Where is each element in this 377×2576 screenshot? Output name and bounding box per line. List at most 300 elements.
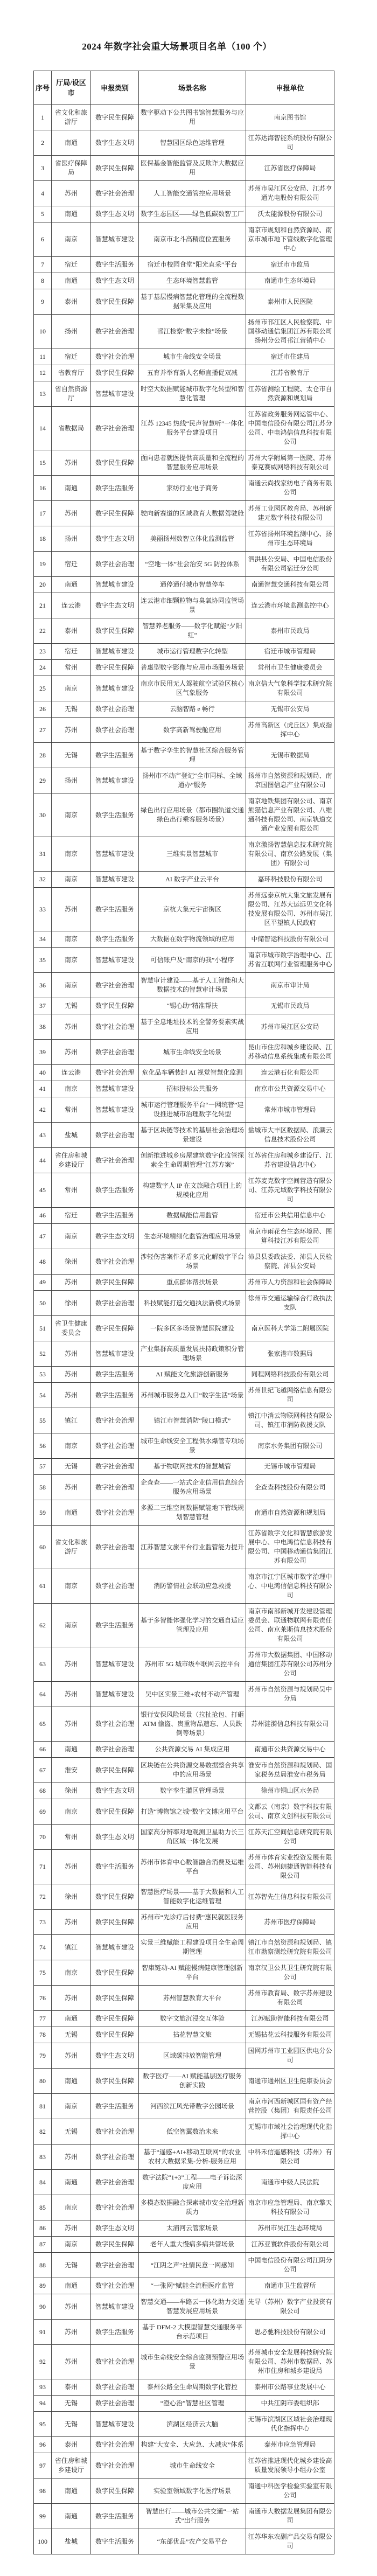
table-row <box>34 701 334 718</box>
table-row <box>34 552 334 577</box>
cell-unit: 江苏赋助智能科技有限公司 <box>246 2011 334 2027</box>
cell-category: 智慧城市建设 <box>91 2412 139 2437</box>
cell-name: 基于物联网技术的智慧城管 <box>139 1459 246 1475</box>
cell-no: 72 <box>34 1884 52 1910</box>
cell-category: 数字社会治理 <box>91 1500 139 1526</box>
cell-name: 连云港市细颗粒物与臭氧协同监管场景 <box>139 593 246 618</box>
cell-region: 南通 <box>52 577 91 593</box>
cell-no: 81 <box>34 2094 52 2119</box>
cell-category: 数字生态文明 <box>91 1783 139 1799</box>
cell-name: 数字法院“1+3”工程——电子诉讼深度应用 <box>139 2170 246 2195</box>
cell-category: 数字民生保障 <box>91 1758 139 1783</box>
cell-unit: 企查查科技股份有限公司 <box>246 1475 334 1500</box>
cell-no: 69 <box>34 1799 52 1825</box>
cell-category: 数字社会治理 <box>91 2278 139 2294</box>
cell-region: 省教育厅 <box>52 365 91 381</box>
table-row <box>34 289 334 315</box>
table-row <box>34 349 334 365</box>
cell-category: 数字社会治理 <box>91 1065 139 1081</box>
cell-no: 51 <box>34 1316 52 1341</box>
cell-unit: 南京市应急管理局、南京擎天科技有限公司 <box>246 2195 334 2220</box>
cell-region: 无锡 <box>52 998 91 1014</box>
cell-region: 南通 <box>52 1500 91 1526</box>
cell-unit: 沛县县委政法委、沛县人民检察院、沛县公安局 <box>246 1249 334 1275</box>
cell-name: 公共资源交易 AI 集成应用 <box>139 1742 246 1758</box>
cell-unit: 泰州市应急管理局 <box>246 2437 334 2453</box>
cell-unit: 思必驰科技股份有限公司 <box>246 2320 334 2345</box>
cell-category: 智慧城市建设 <box>91 1081 139 1097</box>
cell-no: 93 <box>34 2379 52 2396</box>
cell-name: 打造“博物馆之城”数字文博应用平台 <box>139 1799 246 1825</box>
cell-region: 苏州 <box>52 2220 91 2237</box>
cell-unit: 宿迁市住建局 <box>246 349 334 365</box>
cell-unit: 苏州市吴江生态环境局 <box>246 2220 334 2237</box>
table-row <box>34 676 334 701</box>
cell-unit: 镇江中消云物联网科技有限公司、镇江市消防救援支队 <box>246 1408 334 1433</box>
cell-category: 数字社会治理 <box>91 552 139 577</box>
cell-name: 宿迁市校园食堂“阳光直采”平台 <box>139 257 246 273</box>
cell-no: 41 <box>34 1081 52 1097</box>
cell-unit: 苏州世纪飞越网络信息有限公司 <box>246 1383 334 1408</box>
cell-unit: 张家港市数据局 <box>246 1341 334 1367</box>
table-row <box>34 1224 334 1249</box>
cell-no: 29 <box>34 768 52 793</box>
cell-name: 滨湖区经济云大脑 <box>139 2412 246 2437</box>
cell-region: 徐州 <box>52 1249 91 1275</box>
cell-no: 24 <box>34 660 52 676</box>
table-row <box>34 1850 334 1884</box>
cell-unit: 无锡拈花云科技服务有限公司 <box>246 2027 334 2043</box>
cell-category: 数字民生保障 <box>91 289 139 315</box>
cell-unit: 苏州远泰京杭大集文旅发展有限公司、江苏大运远见文化科技发展有限公司、苏州市吴江区平望镇人民政府 <box>246 888 334 931</box>
table-row <box>34 837 334 872</box>
table-row <box>34 1249 334 1275</box>
cell-no: 67 <box>34 1758 52 1783</box>
table-row <box>34 222 334 257</box>
table-row <box>34 577 334 593</box>
cell-category: 智慧城市建设 <box>91 2294 139 2320</box>
cell-region: 苏州 <box>52 718 91 743</box>
cell-unit: 泰州市民政局 <box>246 618 334 644</box>
cell-category: 数字社会治理 <box>91 718 139 743</box>
cell-name: 河西滨江风光带数字公园场景 <box>139 2094 246 2119</box>
cell-unit: 中储智运科技股份有限公司 <box>246 931 334 948</box>
cell-region: 宿迁 <box>52 349 91 365</box>
cell-no: 28 <box>34 743 52 768</box>
cell-region: 苏州 <box>52 1040 91 1065</box>
cell-name: “空地一体”社会治安 5G 防控体系 <box>139 552 246 577</box>
cell-region: 南通 <box>52 130 91 156</box>
cell-name: 南京市北斗高精度位置服务 <box>139 222 246 257</box>
cell-no: 8 <box>34 273 52 289</box>
table-row <box>34 1097 334 1123</box>
cell-region: 徐州 <box>52 1783 91 1799</box>
cell-category: 数字民生保障 <box>91 450 139 476</box>
cell-unit: 常州市城市管理局 <box>246 1097 334 1123</box>
cell-name: 区域碳排放智能管理 <box>139 2043 246 2069</box>
cell-category: 数字生活服务 <box>91 1208 139 1224</box>
cell-region: 苏州 <box>52 1475 91 1500</box>
cell-unit: 江苏省数字文化和智慧旅游发展中心、中电鸿信信息科技有限公司、中国移动通信集团江苏有限公司 <box>246 1526 334 1569</box>
cell-region: 无锡 <box>52 701 91 718</box>
cell-category: 数字社会治理 <box>91 973 139 998</box>
cell-name: 数字医疗——AI 赋能基层医疗服务创新实践 <box>139 2069 246 2094</box>
cell-region: 苏州 <box>52 450 91 476</box>
cell-region: 苏州 <box>52 181 91 206</box>
table-row <box>34 1081 334 1097</box>
cell-no: 17 <box>34 501 52 526</box>
cell-name: 面向患者就医提供高质量和全流程的智慧服务应用场景 <box>139 450 246 476</box>
cell-no: 11 <box>34 349 52 365</box>
cell-name: 涉轻伤害案件矛盾多元化解数字平台场景 <box>139 1249 246 1275</box>
cell-unit: 苏州市教育局、数字苏州建设有限公司 <box>246 1986 334 2011</box>
cell-no: 22 <box>34 618 52 644</box>
cell-unit: 无锡市市域社会治理现代化指挥中心 <box>246 2119 334 2145</box>
cell-no: 23 <box>34 644 52 660</box>
cell-unit: 泰州市人民医院 <box>246 289 334 315</box>
cell-name: 医保基金智能监管及反欺诈大数据应用 <box>139 156 246 181</box>
cell-category: 数字生态文明 <box>91 130 139 156</box>
table-row <box>34 593 334 618</box>
cell-no: 26 <box>34 701 52 718</box>
cell-region: 省住房和城乡建设厅 <box>52 2453 91 2478</box>
cell-unit: 南通市中级人民法院 <box>246 2170 334 2195</box>
cell-category: 数字民生保障 <box>91 1910 139 1935</box>
cell-category: 数字生活服务 <box>91 743 139 768</box>
cell-name: 智慧养老服务——数字化赋能“夕阳红” <box>139 618 246 644</box>
cell-name: 招标投标公共服务 <box>139 1081 246 1097</box>
cell-no: 5 <box>34 206 52 222</box>
cell-name: 通停通付城市智慧停车 <box>139 577 246 593</box>
table-row <box>34 526 334 552</box>
cell-category: 数字社会治理 <box>91 1014 139 1040</box>
table-row <box>34 1408 334 1433</box>
cell-name: “澄心治”智慧社区管理 <box>139 2396 246 2412</box>
cell-no: 7 <box>34 257 52 273</box>
cell-region: 南京 <box>52 1569 91 1604</box>
cell-category: 数字社会治理 <box>91 1569 139 1604</box>
cell-name: 多源二三维空间数据赋能地下管线规划智慧管理 <box>139 1500 246 1526</box>
cell-no: 44 <box>34 1148 52 1173</box>
table-row <box>34 2195 334 2220</box>
cell-unit: 南京市公共资源交易中心 <box>246 1081 334 1097</box>
cell-unit: 国网苏州市工业园区供电分公司 <box>246 2043 334 2069</box>
table-row <box>34 365 334 381</box>
table-row <box>34 718 334 743</box>
cell-region: 南京 <box>52 931 91 948</box>
table-row <box>34 1316 334 1341</box>
cell-name: 三维实景智慧城市 <box>139 837 246 872</box>
table-row <box>34 2278 334 2294</box>
cell-category: 数字民生保障 <box>91 2478 139 2504</box>
cell-category: 智慧城市建设 <box>91 1341 139 1367</box>
cell-region: 宿迁 <box>52 257 91 273</box>
table-row <box>34 2027 334 2043</box>
cell-category: 数字民生保障 <box>91 2027 139 2043</box>
cell-name: 基于全息地址技术的全警务要素实战应用 <box>139 1014 246 1040</box>
cell-region: 南京 <box>52 1799 91 1825</box>
table-row <box>34 2294 334 2320</box>
cell-category: 智慧城市建设 <box>91 837 139 872</box>
cell-name: 邗江检察“数字未检”场景 <box>139 315 246 349</box>
cell-region: 无锡 <box>52 2027 91 2043</box>
cell-region: 泰州 <box>52 618 91 644</box>
cell-category: 数字社会治理 <box>91 1249 139 1275</box>
table-row <box>34 948 334 973</box>
cell-no: 90 <box>34 2294 52 2320</box>
cell-category: 数字生活服务 <box>91 257 139 273</box>
cell-region: 南京 <box>52 2094 91 2119</box>
table-row <box>34 888 334 931</box>
cell-unit: 沃太能源股份有限公司 <box>246 206 334 222</box>
cell-name: 区块链在公共资源交易数据整合共享中的应用场景 <box>139 1758 246 1783</box>
cell-unit: 南京市江宁区城市数字治理中心、中电鸿信信息科技有限公司 <box>246 1569 334 1604</box>
cell-unit: 南京市审计局 <box>246 973 334 998</box>
cell-region: 南京 <box>52 1081 91 1097</box>
cell-region: 南通 <box>52 2069 91 2094</box>
table-row <box>34 1707 334 1742</box>
cell-category: 数字生活服务 <box>91 2504 139 2529</box>
cell-unit: 南京市城市数字治理中心、江苏省互联网行业管理服务中心 <box>246 948 334 973</box>
table-row <box>34 1475 334 1500</box>
cell-name: 数字高新驾驶舱应用 <box>139 718 246 743</box>
cell-category: 智慧城市建设 <box>91 1682 139 1707</box>
cell-region: 扬州 <box>52 526 91 552</box>
cell-no: 10 <box>34 315 52 349</box>
cell-name: 绿色出行应用场景（都市圈轨道交通绿色出行乘客服务场景） <box>139 793 246 837</box>
table-row <box>34 2119 334 2145</box>
cell-name: 普惠型数字影像与应用市场服务场景 <box>139 660 246 676</box>
cell-unit: 苏州市吴江区公安局 <box>246 1014 334 1040</box>
cell-no: 2 <box>34 130 52 156</box>
cell-no: 82 <box>34 2119 52 2145</box>
table-header-row <box>34 71 334 105</box>
cell-region: 苏州 <box>52 501 91 526</box>
cell-name: 生态环境精细化监管治理应用场景 <box>139 1224 246 1249</box>
cell-no: 99 <box>34 2504 52 2529</box>
cell-unit: 南京激扬智慧信息技术研究院有限公司、南京公路发展（集团）有限公司 <box>246 837 334 872</box>
cell-name: AI 赋能文化旅游创新服务 <box>139 1367 246 1383</box>
cell-region: 南京 <box>52 1224 91 1249</box>
cell-no: 46 <box>34 1208 52 1224</box>
cell-category: 数字社会治理 <box>91 2170 139 2195</box>
cell-name: 苏州市 5G 城市级车联网云控平台 <box>139 1647 246 1682</box>
table-row <box>34 793 334 837</box>
cell-name: 数字驱动下公共图书馆智慧服务与应用 <box>139 105 246 130</box>
cell-name: 五育并举育新人名师直播促双减 <box>139 365 246 381</box>
cell-unit: 南通市自然资源和规划局 <box>246 1500 334 1526</box>
cell-category: 数字民生保障 <box>91 2011 139 2027</box>
cell-region: 苏州 <box>52 1275 91 1291</box>
cell-unit: 扬州市邗江区人民检察院、中国移动通信集团江苏有限公司扬州分公司邗江营销中心 <box>246 315 334 349</box>
cell-no: 21 <box>34 593 52 618</box>
cell-no: 58 <box>34 1475 52 1500</box>
table-row <box>34 2069 334 2094</box>
cell-name: 驶向新赛道的区域教育大数据驾驶舱 <box>139 501 246 526</box>
cell-unit: 宿迁市城市管理局 <box>246 644 334 660</box>
cell-region: 南京 <box>52 222 91 257</box>
cell-no: 31 <box>34 837 52 872</box>
table-row <box>34 1825 334 1850</box>
cell-name: 一院多区多场景智慧医院建设 <box>139 1316 246 1341</box>
table-row <box>34 1173 334 1208</box>
table-row <box>34 1647 334 1682</box>
cell-name: 基于多智能体强化学习的交通自适应管理及应用 <box>139 1604 246 1647</box>
cell-name: 基于区块链等技术的基层社会治理场景建设 <box>139 1123 246 1148</box>
cell-name: 苏州智慧教育大平台 <box>139 1986 246 2011</box>
cell-name: 扬州市不动产登记“全市同标、全域通办”服务 <box>139 768 246 793</box>
cell-category: 数字社会治理 <box>91 1707 139 1742</box>
cell-region: 宿迁 <box>52 1208 91 1224</box>
cell-name: 构建“大安全、大应急、大减灾”体系 <box>139 2437 246 2453</box>
table-row <box>34 105 334 130</box>
table-row <box>34 660 334 676</box>
table-row <box>34 743 334 768</box>
cell-category: 智慧城市建设 <box>91 644 139 660</box>
table-row <box>34 156 334 181</box>
cell-unit: 常州市卫生健康委员会 <box>246 660 334 676</box>
table-row <box>34 181 334 206</box>
cell-category: 数字社会治理 <box>91 1148 139 1173</box>
cell-unit: 苏州大学附属第一医院、苏州泰克赛威网络科技有限公司 <box>246 450 334 476</box>
cell-unit: 无锡市公安局 <box>246 701 334 718</box>
table-row <box>34 618 334 644</box>
cell-region: 南通 <box>52 2170 91 2195</box>
table-row <box>34 1960 334 1986</box>
cell-no: 83 <box>34 2145 52 2170</box>
cell-unit: 江苏省扬州环境监测中心、扬州市生态环境局 <box>246 526 334 552</box>
cell-name: 城市生命线安全综合监测预警应用场景 <box>139 2345 246 2379</box>
cell-category: 数字生活服务 <box>91 1383 139 1408</box>
table-row <box>34 1014 334 1040</box>
cell-no: 95 <box>34 2412 52 2437</box>
cell-category: 数字生活服务 <box>91 1850 139 1884</box>
cell-no: 77 <box>34 2011 52 2027</box>
cell-category: 数字生活服务 <box>91 793 139 837</box>
cell-unit: 盐城市大丰区数据局、浪潮云信息技术股份公司 <box>246 1123 334 1148</box>
cell-no: 61 <box>34 1569 52 1604</box>
cell-region: 苏州 <box>52 2043 91 2069</box>
cell-unit: 南通中科医学检验实验室有限公司 <box>246 2478 334 2504</box>
cell-unit: 南京市雨花台生态环境局、图算科技江苏有限公司 <box>246 1224 334 1249</box>
cell-region: 苏州 <box>52 1647 91 1682</box>
cell-region: 扬州 <box>52 768 91 793</box>
table-row <box>34 1569 334 1604</box>
cell-name: 基于“遥感+AI+移动互联网”的农业农村大数据采集-分析-服务应用 <box>139 2145 246 2170</box>
cell-unit: 宿迁市市监局 <box>246 257 334 273</box>
cell-no: 35 <box>34 948 52 973</box>
cell-name: 产业集群高质量发展扶持政策积分管理场景 <box>139 1341 246 1367</box>
cell-unit: 连云港市环境监测监控中心 <box>246 593 334 618</box>
cell-region: 南通 <box>52 2504 91 2529</box>
cell-category: 数字生活服务 <box>91 888 139 931</box>
cell-no: 73 <box>34 1910 52 1935</box>
cell-no: 9 <box>34 289 52 315</box>
cell-no: 98 <box>34 2478 52 2504</box>
cell-category: 数字民生保障 <box>91 156 139 181</box>
cell-region: 苏州 <box>52 1383 91 1408</box>
cell-category: 数字民生保障 <box>91 1799 139 1825</box>
cell-no: 47 <box>34 1224 52 1249</box>
cell-no: 64 <box>34 1682 52 1707</box>
table-row <box>34 1040 334 1065</box>
cell-no: 75 <box>34 1960 52 1986</box>
cell-name: 创新推进城乡房屋建筑数字化监管探索全生命周期管理“江苏方案” <box>139 1148 246 1173</box>
cell-no: 45 <box>34 1173 52 1208</box>
column-header: 厅局/设区市 <box>52 71 91 105</box>
cell-category: 数字民生保障 <box>91 1316 139 1341</box>
cell-no: 39 <box>34 1040 52 1065</box>
cell-region: 南通 <box>52 1742 91 1758</box>
table-row <box>34 1291 334 1316</box>
cell-name: 构建数字人 IP 在文旅融合项目上的规模化应用 <box>139 1173 246 1208</box>
cell-region: 南京 <box>52 1604 91 1647</box>
table-row <box>34 1526 334 1569</box>
cell-region: 南京 <box>52 1433 91 1459</box>
table-row <box>34 872 334 888</box>
cell-unit: 无锡市城市管理局 <box>246 1459 334 1475</box>
table-row <box>34 1604 334 1647</box>
cell-region: 省文化和旅游厅 <box>52 1526 91 1569</box>
cell-region: 扬州 <box>52 315 91 349</box>
cell-name: 企查查——一站式企业信用信息综合服务应用场景 <box>139 1475 246 1500</box>
cell-name: 国家高分辨率对地观测卫星助力长三角区域一体化发展 <box>139 1825 246 1850</box>
cell-unit: 苏州市大数据集团、中国移动通信集团江苏有限公司苏州分公司 <box>246 1647 334 1682</box>
cell-unit: 昆山市住房和城乡建设局、江苏移动信息系统集成有限公司 <box>246 1040 334 1065</box>
table-row <box>34 501 334 526</box>
cell-name: 苏州城市服务总入口“数字生活”场景 <box>139 1383 246 1408</box>
cell-name: 数据赋能信用监管 <box>139 1208 246 1224</box>
cell-name: 江苏 12345 热线“民声智慧听”一体化服务平台建设项目 <box>139 407 246 450</box>
cell-region: 泰州 <box>52 2437 91 2453</box>
cell-region: 无锡 <box>52 2253 91 2278</box>
cell-region: 南通 <box>52 206 91 222</box>
table-row <box>34 1910 334 1935</box>
cell-name: 智康链动-AI 赋能慢病健康管理创新平台 <box>139 1960 246 1986</box>
cell-no: 15 <box>34 450 52 476</box>
table-row <box>34 1742 334 1758</box>
cell-unit: 江苏省住房和城乡建设厅、江苏省建设信息中心 <box>246 1148 334 1173</box>
cell-no: 1 <box>34 105 52 130</box>
cell-region: 南京 <box>52 1960 91 1986</box>
table-row <box>34 1123 334 1148</box>
cell-region: 无锡 <box>52 2412 91 2437</box>
cell-unit: 江苏达海智能系统股份有限公司 <box>246 130 334 156</box>
cell-no: 86 <box>34 2220 52 2237</box>
cell-category: 数字生活服务 <box>91 1173 139 1208</box>
cell-unit: 南通市大数据发展集团有限公司 <box>246 2504 334 2529</box>
cell-region: 南通 <box>52 273 91 289</box>
cell-unit: 江苏智先生信息科技有限公司 <box>246 1884 334 1910</box>
cell-name: 重点群体帮扶场景 <box>139 1275 246 1291</box>
cell-region: 南通 <box>52 2011 91 2027</box>
cell-region: 苏州 <box>52 1341 91 1367</box>
cell-no: 91 <box>34 2320 52 2345</box>
cell-no: 36 <box>34 973 52 998</box>
cell-unit: 江苏省推进现代化城乡建设高质量发展领导小组办公室 <box>246 2453 334 2478</box>
cell-name: “江阴之声”社情民意一网感知 <box>139 2253 246 2278</box>
table-row <box>34 2453 334 2478</box>
table-row <box>34 973 334 998</box>
cell-name: 数字文旅沉浸交互体验 <box>139 2011 246 2027</box>
cell-name: 消防警情社会联动应急救援 <box>139 1569 246 1604</box>
cell-category: 数字生活服务 <box>91 1367 139 1383</box>
cell-name: 泰州公路全生命周期数字化管控 <box>139 2379 246 2396</box>
cell-region: 苏州 <box>52 1910 91 1935</box>
cell-region: 省医疗保障局 <box>52 156 91 181</box>
cell-no: 84 <box>34 2170 52 2195</box>
cell-category: 数字社会治理 <box>91 2145 139 2170</box>
